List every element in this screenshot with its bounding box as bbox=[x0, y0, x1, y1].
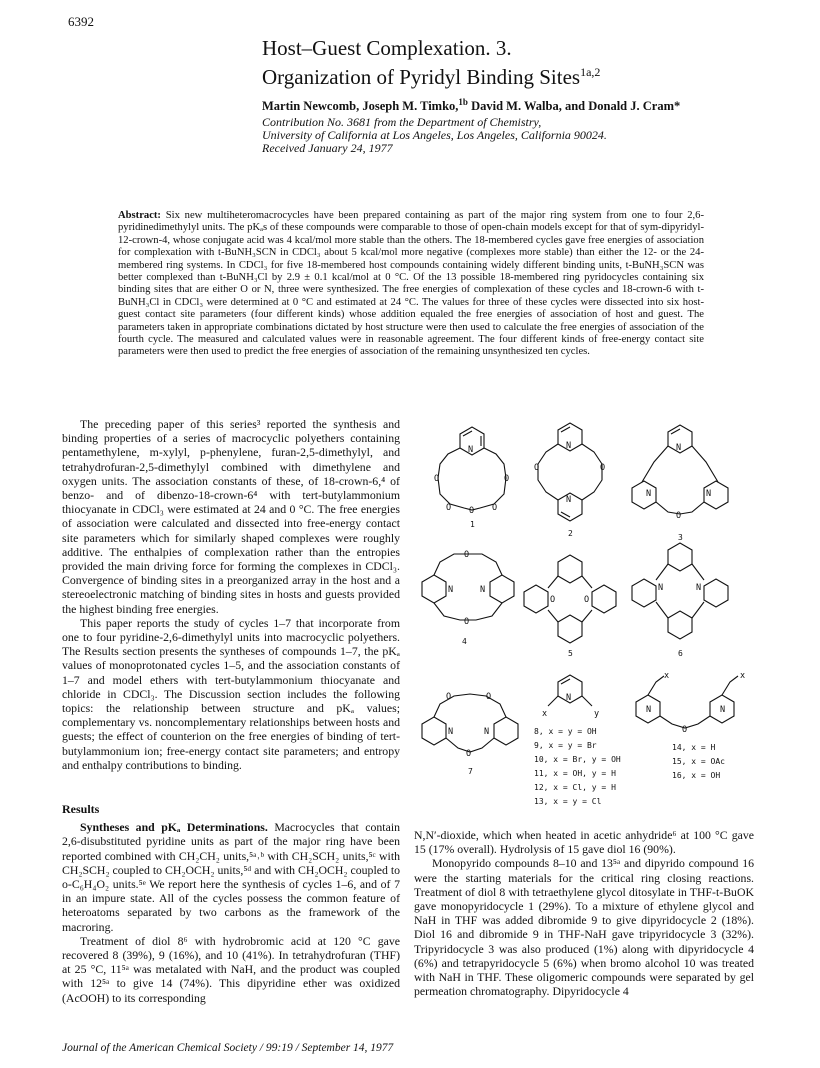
page-number: 6392 bbox=[68, 14, 94, 29]
svg-text:O: O bbox=[469, 506, 475, 516]
svg-text:O: O bbox=[534, 463, 540, 473]
structure-8-13 bbox=[542, 675, 599, 719]
svg-text:x: x bbox=[664, 671, 670, 681]
results-heading: Results bbox=[62, 802, 100, 816]
svg-text:O: O bbox=[464, 550, 470, 560]
svg-text:N: N bbox=[658, 583, 664, 593]
abstract-label: Abstract: bbox=[118, 210, 161, 221]
svg-text:O: O bbox=[434, 474, 440, 484]
structure-2 bbox=[534, 423, 605, 521]
svg-text:N: N bbox=[706, 489, 712, 499]
label-7: 7 bbox=[468, 767, 473, 776]
label-3: 3 bbox=[678, 533, 683, 542]
structure-1 bbox=[434, 427, 509, 516]
svg-text:y: y bbox=[594, 709, 600, 719]
right-paragraph-1: N,N′-dioxide, which when heated in acetic anhydride⁶ at 100 °C gave 15 (17% overall). Hydrolysis of 15 gave diol 16 (90%). bbox=[414, 828, 754, 857]
svg-text:O: O bbox=[600, 463, 606, 473]
svg-text:9, x = y = Br: 9, x = y = Br bbox=[534, 741, 597, 750]
structure-4 bbox=[422, 550, 514, 627]
title-line-2: Organization of Pyridyl Binding Sites$^{1a,2}$ bbox=[262, 65, 601, 89]
svg-text:N: N bbox=[646, 489, 652, 499]
svg-text:O: O bbox=[446, 692, 452, 702]
body-left-column bbox=[62, 417, 400, 772]
svg-text:N: N bbox=[480, 585, 486, 595]
title-footnote: 1a,2 bbox=[580, 65, 601, 79]
paragraph-intro-2: This paper reports the study of cycles 1–7 that incorporate from one to four pyridine-2,6-dimethylyl units into macrocyclic polyethers. The Results section presents the syntheses of compounds 1–7, the pKₐ values of monoprotonated cycles 1–5, and the association constants of 1–7 and model ethers with tert-butylammonium thiocyanate and chloride in CDCl₃. The Discussion section includes the following topics: the relationship between structure and pKₐ values; complementary vs. noncomplementary relationships between hosts and guests; the effect of counterion on the free energies of binding of tert-butylammonium ion; free-energy contact site parameters; and entropy and enthalpy contributions to binding. bbox=[62, 615, 400, 772]
svg-text:O: O bbox=[682, 725, 688, 735]
svg-text:N: N bbox=[448, 727, 454, 737]
svg-text:x: x bbox=[740, 671, 746, 681]
svg-text:N: N bbox=[720, 705, 726, 715]
page-title bbox=[262, 36, 600, 89]
structures-figure bbox=[410, 412, 760, 822]
svg-text:x: x bbox=[542, 709, 548, 719]
svg-text:O: O bbox=[504, 474, 510, 484]
results-paragraph-1: Syntheses and pKₐ Determinations. Macrocycles that contain 2,6-disubstituted pyridine units as part of the major ring have been reported combined with CH₂CH₂ units,⁵ᵃ˒ᵇ with CH₂SCH₂ units,⁵ᶜ with CH₂SCH₂ coupled to CH₂OCH₂ units,⁵ᵈ and with CH₂OCH₂ coupled to o-C₆H₄O₂ units.⁵ᵉ We report here the synthesis of cycles 1–6, and of 7 in an impure state. All of the cycles possess the common feature of heteroatoms separated by two carbons as the framework of the macroring. bbox=[62, 820, 400, 934]
svg-text:O: O bbox=[492, 503, 498, 513]
label-2: 2 bbox=[568, 529, 573, 538]
authors: Martin Newcomb, Joseph M. Timko,$^{1b}$ David M. Walba, and Donald J. Cram* bbox=[262, 97, 681, 114]
svg-text:O: O bbox=[486, 692, 492, 702]
body-right-column bbox=[414, 828, 754, 998]
svg-text:15, x = OAc: 15, x = OAc bbox=[672, 757, 725, 766]
svg-text:N: N bbox=[566, 495, 572, 505]
right-paragraph-2: Monopyrido compounds 8–10 and 13⁵ᵃ and dipyrido compound 16 were the starting materials for the critical ring closing reactions. Treatment of diol 8 with tetraethylene glycol ditosylate in THF-t-BuOK gave monopyridocycle 1 (29%). To a mixture of ethylene glycol and NaH in THF was added dibromide 9 to give dipyridocycle 2 (18%). Diol 16 and dibromide 9 in THF-NaH gave tripyridocycle 3 (32%). Tripyridocycle 3 was also produced (1%) along with dipyridocycle 4 (6%) and tetrapyridocycle 5 (6%) when bromo alcohol 10 was treated with NaH in THF. These oligomeric compounds were separated by gel permeation chromatography. Dipyridocycle 4 bbox=[414, 856, 754, 999]
svg-text:O: O bbox=[464, 617, 470, 627]
label-4: 4 bbox=[462, 637, 467, 646]
svg-text:N: N bbox=[696, 583, 702, 593]
atom-n: N bbox=[468, 445, 474, 455]
svg-text:N: N bbox=[646, 705, 652, 715]
label-1: 1 bbox=[470, 520, 475, 529]
svg-text:N: N bbox=[566, 693, 572, 703]
compound-table-left bbox=[534, 727, 621, 806]
abstract bbox=[118, 210, 704, 359]
svg-text:8, x = y = OH: 8, x = y = OH bbox=[534, 727, 597, 736]
journal-footer: Journal of the American Chemical Society / 99:19 / September 14, 1977 bbox=[62, 1042, 394, 1054]
svg-text:N: N bbox=[448, 585, 454, 595]
svg-text:16, x = OH: 16, x = OH bbox=[672, 771, 721, 780]
abstract-text: Six new multiheteromacrocycles have been prepared containing as part of the major ring system from one to four 2,6-pyridinedimethylyl units. The pKₐs of these compounds were comparable to those of open-chain models except for that of sym-dipyridyl-12-crown-4, whose conjugate acid was 4 kcal/mol more stable than the others. The 18-membered cycles gave free energies of association for complexation with t-BuNH₃SCN in CDCl₃ about 5 kcal/mol more negative (complexes more stable) than either the 12- or the 24-membered ring systems. In CDCl₃ for five 18-membered host compounds containing widely different binding units, t-BuNH₃SCN was better complexed than t-BuNH₃Cl by 2.9 ± 0.1 kcal/mol at 0 °C. Of the 13 possible 18-membered ring pyridocycles containing six binding sites that are either O or N, three were synthesized. The free energies of complexation of these cycles and 18-crown-6 with t-BuNH₃Cl in CDCl₃ were determined at 0 °C and estimated at 24 °C. The values for three of these cycles were dissected into six host-guest contact site parameters (four different kinds) whose addition equaled the free energies of association of host and guest. The parameters taken in appropriate combinations dictated by host structure were then used to calculate the free energies of association of the fourth cycle. The measured and calculated values were in reasonable agreement. The four different kinds of free-energy contact site parameters were then used to predict the free energies of association of the remaining unsynthesized ten cycles. bbox=[118, 210, 704, 358]
svg-text:O: O bbox=[676, 511, 682, 521]
svg-text:O: O bbox=[446, 503, 452, 513]
title-line-1: Host–Guest Complexation. 3. bbox=[262, 36, 512, 60]
results-paragraph-2: Treatment of diol 8⁶ with hydrobromic acid at 120 °C gave recovered 8 (39%), 9 (16%), and 10 (41%). In tetrahydrofuran (THF) at 25 °C, 11⁵ᵃ was metalated with NaH, and the product was coupled with 12⁵ᵃ to give 14 (74%). This dipyridine ether was oxidized (AcOOH) to its corresponding bbox=[62, 933, 400, 1005]
svg-text:O: O bbox=[550, 595, 556, 605]
results-section bbox=[62, 802, 400, 1005]
svg-text:N: N bbox=[566, 441, 572, 451]
structure-3 bbox=[632, 425, 728, 521]
structure-7 bbox=[422, 692, 518, 759]
label-6: 6 bbox=[678, 649, 683, 658]
svg-text:10, x = Br, y = OH: 10, x = Br, y = OH bbox=[534, 755, 621, 764]
structure-14-16 bbox=[636, 671, 745, 735]
paragraph-intro-1: The preceding paper of this series³ reported the synthesis and binding properties of a series of macrocyclic polyethers containing pentamethylene, m-xylyl, p-phenylene, furan-2,5-dimethylyl, and tetrahydrofuran-2,5-dimethylyl combined with dimethylene and oxygen units. The association constants of these, of 18-crown-6,⁴ of benzo- and of dibenzo-18-crown-6⁴ with tert-butylammonium thiocyanate in CDCl₃ were estimated at 24 and 0 °C. The free energies of association were calculated and dissected into free-energy contact site parameters which for similarly shaped complexes were roughly additive. The enthalpies of complexation rather than the entropies provided the main driving force for forming the complexes in CDCl₃. Convergence of binding sites in a preorganized array in the host and a stereoelectronic matching of binding sites in hosts and guests provided the highest binding free energies. bbox=[62, 417, 400, 616]
svg-text:14, x = H: 14, x = H bbox=[672, 743, 716, 752]
compound-table-right bbox=[672, 743, 725, 780]
label-5: 5 bbox=[568, 649, 573, 658]
structure-6 bbox=[632, 543, 728, 639]
affiliation: Contribution No. 3681 from the Department of Chemistry, University of California at Los Angeles, Los Angeles, California 90024. Received January 24, 1977 bbox=[262, 115, 607, 155]
svg-text:13, x = y = Cl: 13, x = y = Cl bbox=[534, 797, 602, 806]
structure-5 bbox=[524, 555, 616, 643]
svg-text:N: N bbox=[484, 727, 490, 737]
svg-text:O: O bbox=[584, 595, 590, 605]
svg-text:N: N bbox=[676, 443, 682, 453]
svg-text:12, x = Cl, y = H: 12, x = Cl, y = H bbox=[534, 783, 616, 792]
svg-text:O: O bbox=[466, 749, 472, 759]
svg-text:11, x = OH, y = H: 11, x = OH, y = H bbox=[534, 769, 616, 778]
